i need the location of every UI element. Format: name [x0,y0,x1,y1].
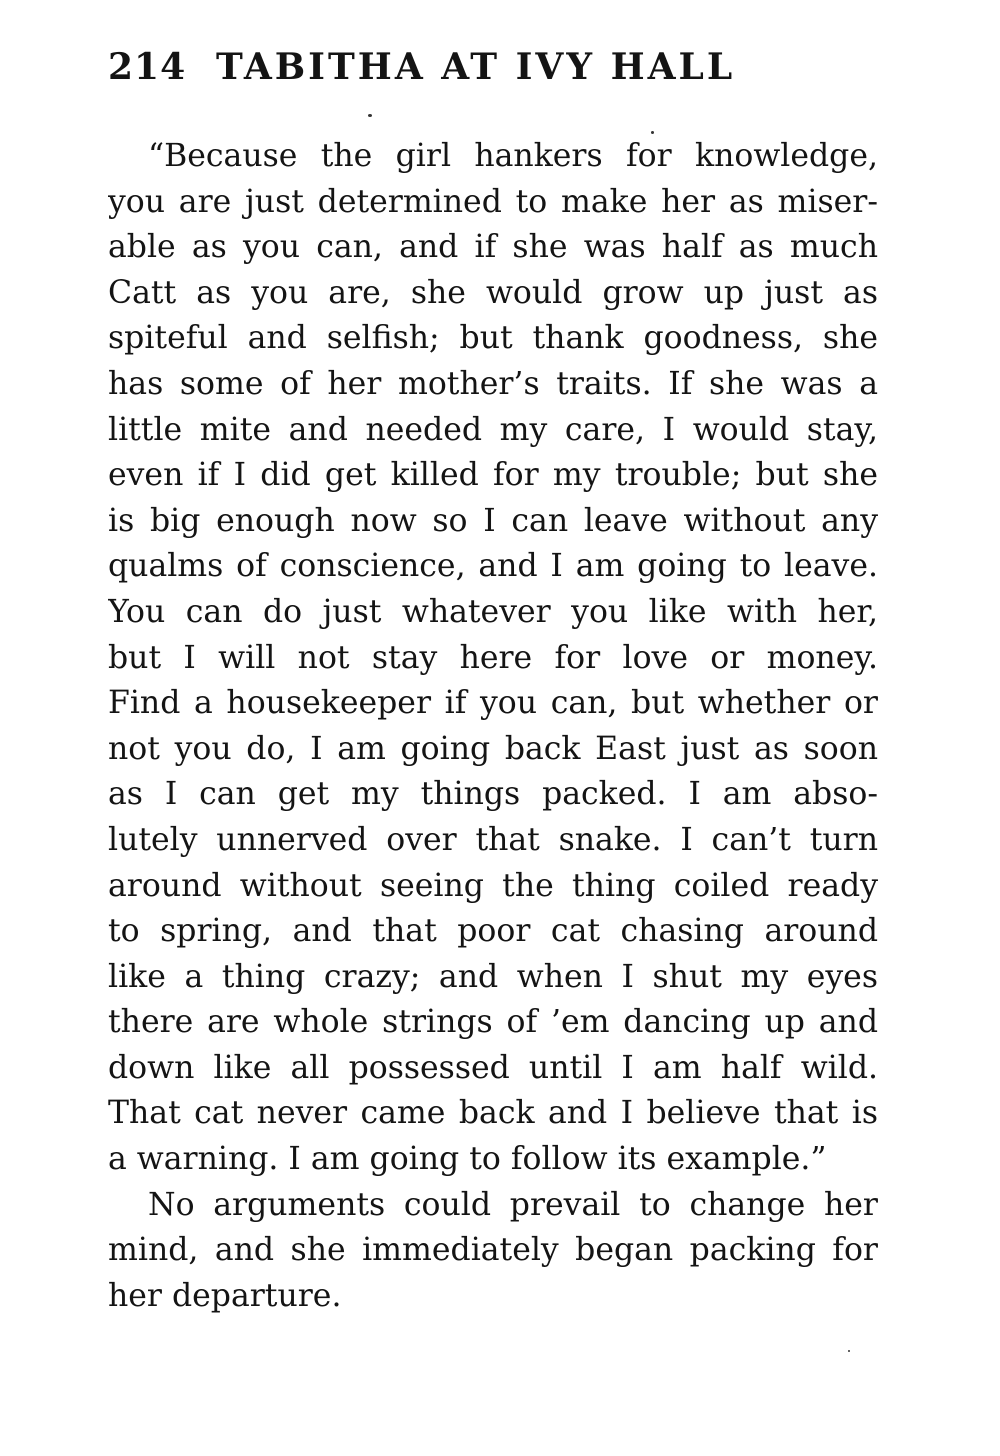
text-line: You can do just whatever you like with her, [108,593,878,630]
text-line: there are whole strings of ’em dancing up and [108,1004,878,1041]
text-line: spiteful and selfish; but thank goodness, she [108,320,878,357]
text-line: down like all possessed until I am half wild. [108,1049,878,1086]
text-line: a warning. I am going to follow its example.” [108,1141,827,1178]
scan-speck [368,114,372,117]
body-text [108,134,878,1319]
scan-speck [848,1350,850,1352]
text-line: not you do, I am going back East just as soon [108,730,878,767]
book-title: TABITHA AT IVY HALL [216,46,736,88]
text-line: as I can get my things packed. I am abso- [108,776,878,813]
text-line: her departure. [108,1277,342,1314]
text-line: to spring, and that poor cat chasing around [108,913,878,950]
running-head [108,46,888,96]
text-line: That cat never came back and I believe that is [108,1095,878,1132]
text-line: but I will not stay here for love or money. [108,639,878,676]
text-line: even if I did get killed for my trouble; but she [108,457,878,494]
page-number: 214 [108,46,187,88]
text-line: Find a housekeeper if you can, but whether or [108,685,878,722]
text-line: lutely unnerved over that snake. I can’t turn [108,821,878,858]
text-line: is big enough now so I can leave without any [108,502,878,539]
text-line: around without seeing the thing coiled ready [108,867,878,904]
text-line: you are just determined to make her as miser- [108,183,878,220]
text-line: mind, and she immediately began packing for [108,1232,878,1269]
text-line: No arguments could prevail to change her [148,1186,878,1223]
text-line: has some of her mother’s traits. If she was a [108,365,878,402]
text-line: like a thing crazy; and when I shut my eyes [108,958,878,995]
text-line: able as you can, and if she was half as much [108,229,878,266]
text-line: little mite and needed my care, I would stay, [108,411,878,448]
text-line: “Because the girl hankers for knowledge, [148,138,878,174]
text-line: Catt as you are, she would grow up just as [108,274,878,311]
paragraph-dialogue [108,134,878,1183]
text-line: qualms of conscience, and I am going to leave. [108,548,878,585]
scan-speck [651,131,654,134]
paragraph-narration [108,1183,878,1320]
